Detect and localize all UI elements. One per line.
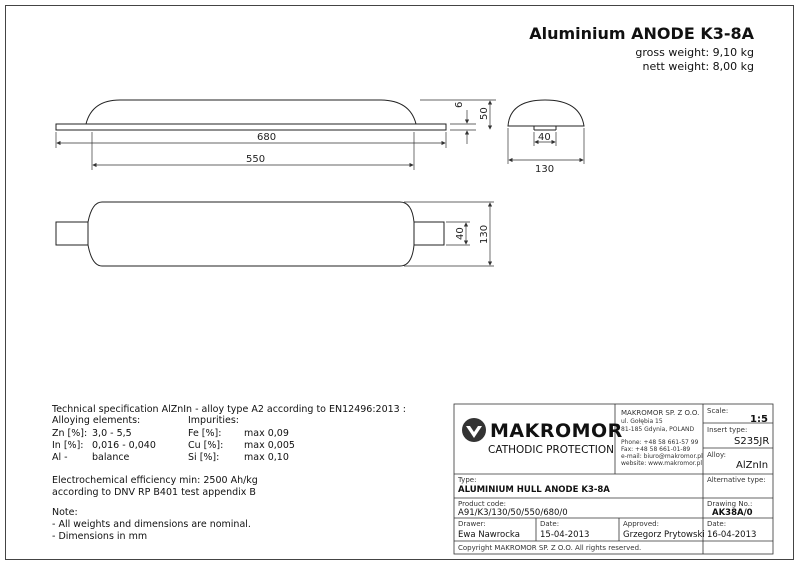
spec-row-el: Al -	[52, 452, 68, 463]
drawer-label: Drawer:	[458, 520, 486, 528]
alt-type-label: Alternative type:	[707, 476, 766, 484]
note-header: Note:	[52, 507, 78, 518]
gross-weight: gross weight: 9,10 kg	[635, 46, 754, 59]
spec-row-imp: Cu [%]:	[188, 440, 224, 451]
scale-label: Scale:	[707, 407, 729, 415]
address-line: 81-185 Gdynia, POLAND	[621, 426, 695, 433]
address-line: e-mail: biuro@makromor.pl	[621, 453, 703, 460]
drawing-title: Aluminium ANODE K3-8A	[529, 24, 754, 43]
company-subtitle: CATHODIC PROTECTION	[488, 444, 615, 456]
spec-row-val: balance	[92, 452, 130, 463]
type-label: Type:	[458, 476, 477, 484]
spec-row-imp-val: max 0,10	[244, 452, 289, 463]
dim-550: 550	[246, 154, 266, 165]
insert-label: Insert type:	[707, 426, 748, 434]
drawer-value: Ewa Nawrocka	[458, 530, 520, 540]
efficiency-line-2: according to DNV RP B401 test appendix B	[52, 487, 256, 498]
dim-top-40: 40	[455, 227, 466, 240]
alloy-label: Alloy:	[707, 451, 726, 459]
copyright-text: Copyright MAKROMOR SP. Z O.O. All rights reserved.	[458, 544, 642, 552]
spec-row-val: 0,016 - 0,040	[92, 440, 156, 451]
address-line: MAKROMOR SP. Z O.O.	[621, 409, 700, 417]
alloying-header: Alloying elements:	[52, 415, 141, 426]
spec-row-imp-val: max 0,005	[244, 440, 295, 451]
drawing-no-value: AK38A/0	[712, 508, 753, 518]
alloy-value: AlZnIn	[736, 460, 769, 471]
approved-value: Grzegorz Prytowski	[623, 530, 705, 540]
drawing-no-label: Drawing No.:	[707, 500, 753, 508]
spec-line-1: Technical specification AlZnIn - alloy type A2 according to EN12496:2013 :	[52, 404, 406, 415]
date2-value: 16-04-2013	[707, 530, 757, 540]
type-value: ALUMINIUM HULL ANODE K3-8A	[458, 485, 610, 495]
spec-row-val: 3,0 - 5,5	[92, 428, 132, 439]
dim-680: 680	[257, 132, 277, 143]
makromor-logo-icon	[462, 418, 486, 442]
nett-weight: nett weight: 8,00 kg	[642, 60, 754, 73]
scale-value: 1:5	[750, 414, 768, 425]
spec-row-el: In [%]:	[52, 440, 84, 451]
spec-row-imp-val: max 0,09	[244, 428, 289, 439]
dim-end-130: 130	[535, 164, 555, 175]
address-line: ul. Gołębia 15	[621, 418, 663, 425]
dim-top-130: 130	[479, 224, 490, 244]
spec-row-imp: Fe [%]:	[188, 428, 222, 439]
product-code-label: Product code:	[458, 500, 507, 508]
date1-value: 15-04-2013	[540, 530, 590, 540]
date1-label: Date:	[540, 520, 560, 528]
efficiency-line-1: Electrochemical efficiency min: 2500 Ah/kg	[52, 475, 258, 486]
dim-6: 6	[454, 101, 465, 108]
address-line: Phone: +48 58 661-57 99	[621, 439, 699, 446]
date2-label: Date:	[707, 520, 727, 528]
dim-50: 50	[479, 107, 490, 120]
impurities-header: Impurities:	[188, 415, 240, 426]
approved-label: Approved:	[623, 520, 659, 528]
note-line-1: - All weights and dimensions are nominal.	[52, 519, 251, 530]
product-code-value: A91/K3/130/50/550/680/0	[458, 508, 568, 518]
spec-row-imp: Si [%]:	[188, 452, 220, 463]
spec-row-el: Zn [%]:	[52, 428, 88, 439]
dim-end-40: 40	[538, 132, 551, 143]
address-line: website: www.makromor.pl	[621, 460, 703, 467]
note-line-2: - Dimensions in mm	[52, 531, 148, 542]
company-name: MAKROMOR	[490, 420, 623, 442]
address-line: Fax: +48 58 661-01-89	[621, 446, 691, 453]
insert-value: S235JR	[734, 436, 770, 447]
